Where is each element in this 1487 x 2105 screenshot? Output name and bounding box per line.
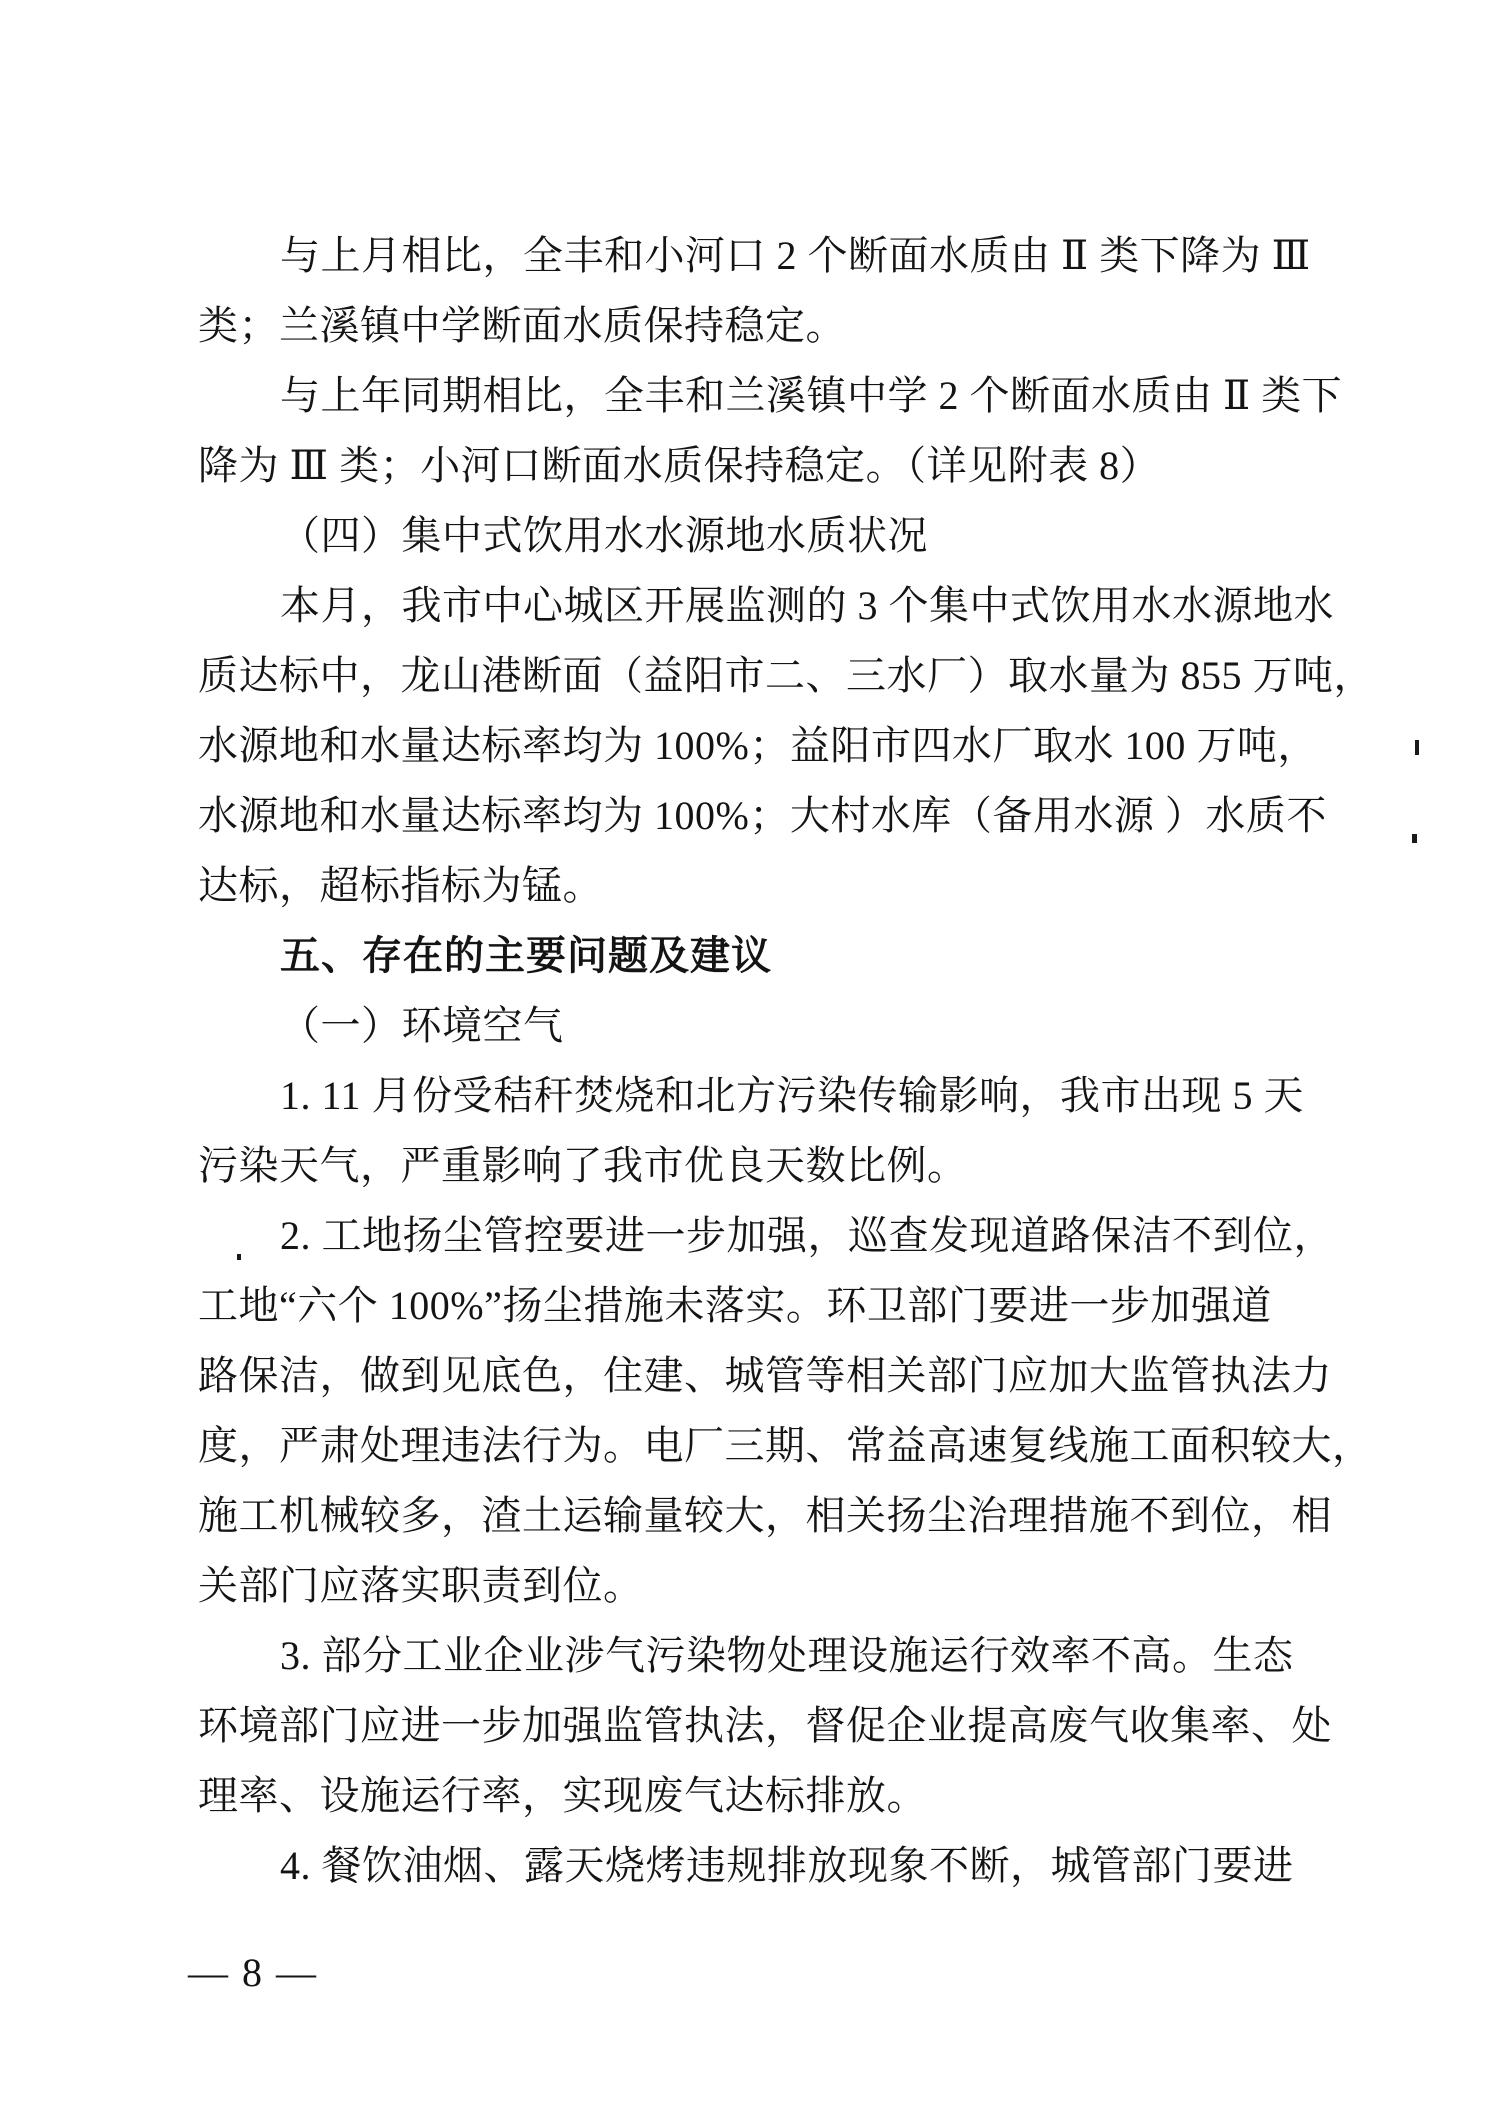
text-line: 水源地和水量达标率均为 100%；大村水库（备用水源 ）水质不 <box>198 793 1327 838</box>
text-line: 与上月相比，全丰和小河口 2 个断面水质由 Ⅱ 类下降为 Ⅲ <box>280 233 1311 278</box>
scan-speck <box>1412 834 1417 843</box>
text-line: 理率、设施运行率，实现废气达标排放。 <box>198 1773 927 1818</box>
text-line: 4. 餐饮油烟、露天烧烤违规排放现象不断，城管部门要进 <box>280 1843 1294 1888</box>
text-line: 与上年同期相比，全丰和兰溪镇中学 2 个断面水质由 Ⅱ 类下 <box>280 373 1343 418</box>
text-line: 度，严肃处理违法行为。电厂三期、常益高速复线施工面积较大， <box>198 1423 1373 1468</box>
text-line: 达标，超标指标为锰。 <box>198 863 603 908</box>
text-line: 环境部门应进一步加强监管执法，督促企业提高废气收集率、处 <box>198 1703 1332 1748</box>
text-line: 路保洁，做到见底色，住建、城管等相关部门应加大监管执法力 <box>198 1353 1332 1398</box>
text-line: 工地“六个 100%”扬尘措施未落实。环卫部门要进一步加强道 <box>198 1283 1272 1328</box>
text-line: 类；兰溪镇中学断面水质保持稳定。 <box>198 303 846 348</box>
text-line: 污染天气，严重影响了我市优良天数比例。 <box>198 1143 968 1188</box>
text-line: 3. 部分工业企业涉气污染物处理设施运行效率不高。生态 <box>280 1633 1294 1678</box>
text-line: 1. 11 月份受秸秆焚烧和北方污染传输影响，我市出现 5 天 <box>280 1073 1305 1118</box>
text-line: 质达标中，龙山港断面（益阳市二、三水厂）取水量为 855 万吨， <box>198 653 1374 698</box>
subsection-heading: （四）集中式饮用水水源地水质状况 <box>280 513 928 558</box>
text-line: 施工机械较多，渣土运输量较大，相关扬尘治理措施不到位，相 <box>198 1493 1332 1538</box>
subsection-heading: （一）环境空气 <box>280 1003 564 1048</box>
scan-speck <box>1415 740 1419 755</box>
page-number: — 8 — <box>188 1950 318 1995</box>
text-line: 关部门应落实职责到位。 <box>198 1563 644 1608</box>
scan-speck <box>237 1254 241 1260</box>
text-line: 2. 工地扬尘管控要进一步加强，巡查发现道路保洁不到位， <box>280 1213 1334 1258</box>
text-line: 本月，我市中心城区开展监测的 3 个集中式饮用水水源地水 <box>280 583 1334 628</box>
section-heading: 五、存在的主要问题及建议 <box>280 934 772 978</box>
text-line: 水源地和水量达标率均为 100%；益阳市四水厂取水 100 万吨， <box>198 723 1318 768</box>
text-line: 降为 Ⅲ 类；小河口断面水质保持稳定。（详见附表 8） <box>198 443 1161 488</box>
